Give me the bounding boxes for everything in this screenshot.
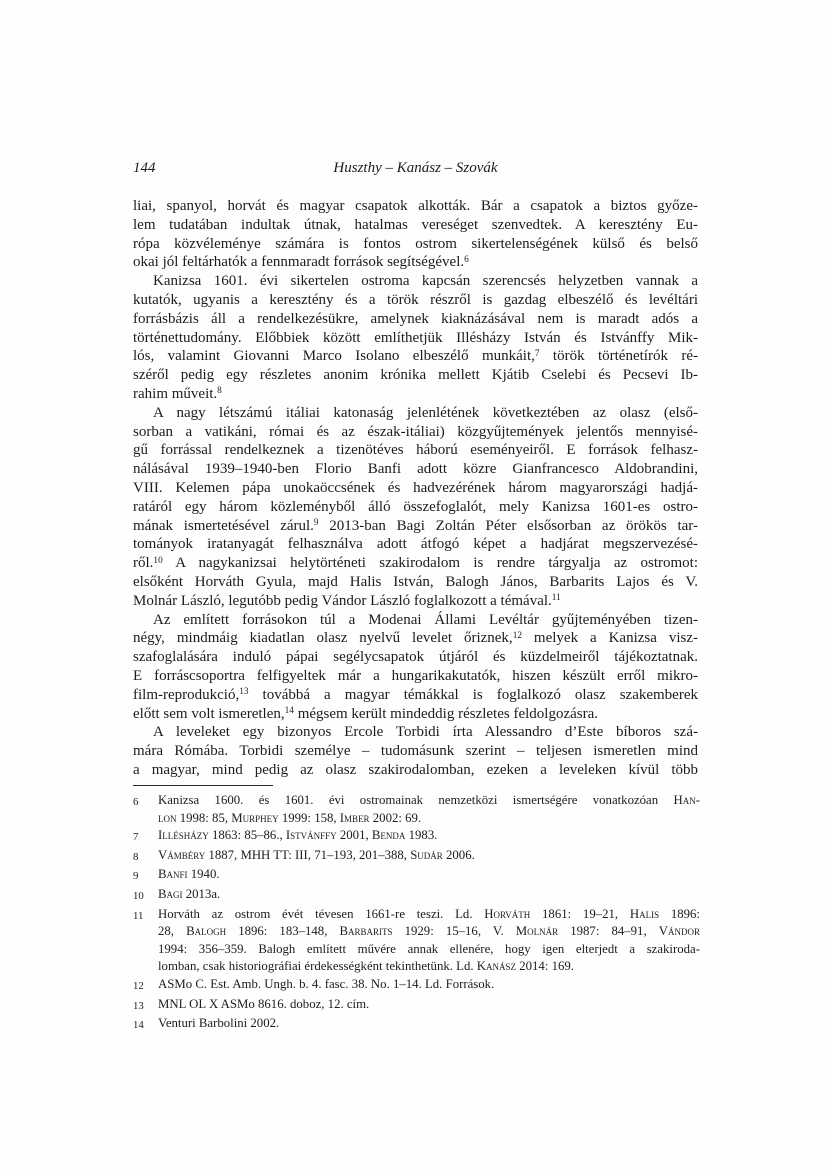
footnote-list bbox=[133, 792, 700, 1035]
footnote-number: 9 bbox=[133, 870, 139, 883]
text-line: A nagy létszámú itáliai katonaság jelenlétének következtében az olasz (első- bbox=[153, 404, 698, 421]
small-caps-citation: Horváth bbox=[484, 906, 531, 921]
footnote-item bbox=[133, 866, 700, 886]
paragraph bbox=[133, 197, 698, 272]
text-line: rópa közvéleménye számára is fontos ostrom sikertelenségének külső és belső bbox=[133, 235, 698, 252]
footnote-text bbox=[158, 1015, 700, 1035]
text-line: Vámbéry 1887, MHH TT: III, 71–193, 201–388, Sudár 2006. bbox=[158, 847, 475, 862]
footnote-marker: 6 bbox=[464, 254, 469, 265]
body-text bbox=[133, 197, 698, 780]
text-line: előtt sem volt ismeretlen,$^{14}$ mégsem került mindeddig részletes feldolgozásra. bbox=[133, 705, 599, 722]
text-line: MNL OL X ASMo 8616. doboz, 12. cím. bbox=[158, 996, 370, 1011]
text-line: 28, Balogh 1896: 183–148, Barbarits 1929: 15–16, V. Molnár 1987: 84–91, Vándor bbox=[158, 924, 700, 939]
text-line: széről pedig egy részletes anonim krónika mellett Kjátib Cselebi és Pecsevi Ib- bbox=[133, 367, 698, 384]
paragraph bbox=[133, 404, 698, 611]
small-caps-citation: Imber bbox=[339, 810, 370, 825]
footnote-item bbox=[133, 827, 700, 847]
text-line: okai jól feltárhatók a fennmaradt források segítségével.$^6$ bbox=[133, 254, 469, 271]
footnote-marker: 14 bbox=[284, 705, 294, 716]
text-line: mának ismertetésével zárul.$^9$ 2013-ban Bagi Zoltán Péter elsősorban az örökös tar- bbox=[133, 517, 698, 534]
text-line: Horváth az ostrom évét tévesen 1661-re teszi. Ld. Horváth 1861: 19–21, Halis 1896: bbox=[158, 906, 700, 921]
footnote-marker: 12 bbox=[512, 630, 522, 641]
text-line: A leveleket egy bizonyos Ercole Torbidi írta Alessandro d’Este bíboros szá- bbox=[153, 724, 698, 741]
footnote-text bbox=[158, 847, 700, 867]
footnote-item bbox=[133, 996, 700, 1016]
small-caps-citation: Banfi bbox=[158, 867, 188, 882]
text-line: lós, valamint Giovanni Marco Isolano elbeszélő munkáit,$^7$ török történetírók ré- bbox=[133, 348, 698, 365]
text-line: gű forrással rendelkeznek a tizenötéves háború eseményeiről. E források felhasz- bbox=[133, 442, 698, 459]
text-line: Banfi 1940. bbox=[158, 867, 220, 882]
small-caps-citation: Sudár bbox=[410, 847, 443, 862]
text-line: történettudomány. Előbbiek között említhetjük Illésházy István és Istvánffy Mik- bbox=[133, 329, 698, 346]
small-caps-citation: Murphey bbox=[231, 810, 279, 825]
text-line: lomban, csak historiográfiai érdekességként tekinthetünk. Ld. Kanász 2014: 169. bbox=[158, 959, 574, 974]
text-line: 1994: 356–359. Balogh említett művére annak ellenére, hogy igen elterjedt a szakiroda- bbox=[158, 941, 700, 956]
text-line: film-reprodukció,$^{13}$ továbbá a magyar témákkal is foglalkozó olasz szakemberek bbox=[133, 686, 698, 703]
footnote-text bbox=[158, 906, 700, 976]
text-line: E forráscsoportra felfigyeltek már a hungarikakutatók, hiszen készült erről mikro- bbox=[133, 667, 698, 684]
text-line: ről.$^{10}$ A nagykanizsai helytörténeti szakirodalom is rendre tárgyalja az ostromot: bbox=[133, 555, 698, 572]
text-line: Venturi Barbolini 2002. bbox=[158, 1016, 280, 1031]
footnote-item bbox=[133, 1015, 700, 1035]
footnote-number: 13 bbox=[133, 999, 144, 1012]
text-line: lem tudatában indultak útnak, hatalmas vereséget szenvedtek. A keresztény Eu- bbox=[133, 216, 698, 233]
footnote-number: 10 bbox=[133, 889, 144, 902]
footnote-text bbox=[158, 866, 700, 886]
text-line: VIII. Kelemen pápa unokaöccsének és hadvezérének három magyarországi hadjá- bbox=[133, 479, 698, 496]
text-line: sorban a vatikáni, római és az észak-itáliai) közgyűjtemények jelentős mennyisé- bbox=[133, 423, 698, 440]
footnote-item bbox=[133, 906, 700, 976]
page-header bbox=[133, 159, 698, 177]
footnote-text bbox=[158, 996, 700, 1016]
footnote-text bbox=[158, 886, 700, 906]
text-line: négy, mindmáig kiadatlan olasz nyelvű levelet őriznek,$^{12}$ melyek a Kanizsa visz- bbox=[133, 630, 698, 647]
paragraph bbox=[133, 723, 698, 779]
small-caps-citation: lon bbox=[158, 810, 177, 825]
paragraph bbox=[133, 272, 698, 404]
footnote-number: 11 bbox=[133, 909, 144, 922]
small-caps-citation: Molnár bbox=[515, 924, 559, 939]
footnote-text bbox=[158, 976, 700, 996]
footnote-separator bbox=[133, 785, 273, 786]
text-line: forrásbázis áll a rendelkezésükre, amelynek kiaknázásával nem is maradt adós a bbox=[133, 310, 698, 327]
footnote-marker: 11 bbox=[551, 593, 561, 604]
text-line: nálásával 1939–1940-ben Florio Banfi adott közre Gianfrancesco Aldobrandini, bbox=[133, 461, 698, 478]
text-line: Kanizsa 1601. évi sikertelen ostroma kapcsán szerencsés helyzetben vannak a bbox=[153, 273, 698, 290]
footnote-marker: 13 bbox=[239, 687, 249, 698]
footnote-item bbox=[133, 847, 700, 867]
footnote-item bbox=[133, 792, 700, 827]
small-caps-citation: Bagi bbox=[158, 886, 183, 901]
footnote-number: 14 bbox=[133, 1019, 144, 1032]
footnote-number: 8 bbox=[133, 850, 139, 863]
footnote-number: 6 bbox=[133, 796, 139, 808]
page-number: 144 bbox=[133, 160, 156, 176]
text-line: ratáról egy három közleményből álló összefoglalót, mely Kanizsa 1601-es ostro- bbox=[133, 498, 698, 515]
running-title: Huszthy – Kanász – Szovák bbox=[333, 160, 498, 176]
text-line: a magyar, mind pedig az olasz szakirodalomban, ezeken a leveleken kívül több bbox=[133, 761, 698, 778]
text-line: rahim műveit.$^8$ bbox=[133, 385, 222, 402]
paragraph bbox=[133, 611, 698, 724]
small-caps-citation: Han- bbox=[673, 793, 700, 807]
small-caps-citation: Benda bbox=[371, 828, 406, 843]
text-line: lon 1998: 85, Murphey 1999: 158, Imber 2002: 69. bbox=[158, 810, 422, 825]
text-line: Bagi 2013a. bbox=[158, 886, 221, 901]
footnote-marker: 9 bbox=[313, 517, 319, 528]
footnote-marker: 8 bbox=[217, 386, 222, 397]
small-caps-citation: Kanász bbox=[476, 959, 517, 974]
text-line: ASMo C. Est. Amb. Ungh. b. 4. fasc. 38. No. 1–14. Ld. Források. bbox=[158, 976, 495, 991]
small-caps-citation: Vándor bbox=[658, 924, 700, 939]
footnote-item bbox=[133, 886, 700, 906]
text-line: Illésházy 1863: 85–86., Istvánffy 2001, Benda 1983. bbox=[158, 828, 438, 843]
footnote-text bbox=[158, 827, 700, 847]
text-line: szafoglalására induló pápai segélycsapatok útjáról és küzdelmeiről tájékoztatnak. bbox=[133, 649, 698, 666]
small-caps-citation: Illésházy bbox=[158, 828, 209, 843]
footnote-number: 12 bbox=[133, 979, 144, 992]
text-line: Kanizsa 1600. és 1601. évi ostromainak nemzetközi ismertségére vonatkozóan Han- bbox=[158, 793, 700, 807]
small-caps-citation: Istvánffy bbox=[285, 828, 337, 843]
small-caps-citation: Barbarits bbox=[339, 924, 393, 939]
text-line: kutatók, ugyanis a keresztény és a török részről is gazdag elbeszélő és levéltári bbox=[133, 291, 698, 308]
small-caps-citation: Vámbéry bbox=[158, 847, 206, 862]
text-line: Az említett forrásokon túl a Modenai Állami Levéltár gyűjteményében tizen- bbox=[153, 611, 698, 628]
footnote-marker: 10 bbox=[153, 555, 163, 566]
text-line: elsőként Horváth Gyula, majd Halis István, Balogh János, Barbarits Lajos és V. bbox=[133, 573, 698, 590]
footnote-marker: 7 bbox=[534, 348, 540, 359]
small-caps-citation: Halis bbox=[629, 906, 660, 921]
text-line: tományok iratanyagát felhasználva adott átfogó képet a hadjárat megszervezésé- bbox=[133, 536, 698, 553]
footnote-item bbox=[133, 976, 700, 996]
text-line: liai, spanyol, horvát és magyar csapatok alkották. Bár a csapatok a biztos győze- bbox=[133, 198, 698, 214]
text-line: Molnár László, legutóbb pedig Vándor László foglalkozott a témával.$^{11}$ bbox=[133, 592, 561, 609]
small-caps-citation: Balogh bbox=[186, 924, 227, 939]
footnote-text bbox=[158, 792, 700, 827]
text-line: mára Rómába. Torbidi személye – tudomásunk szerint – teljesen ismeretlen mind bbox=[133, 743, 698, 760]
footnote-number: 7 bbox=[133, 831, 139, 844]
